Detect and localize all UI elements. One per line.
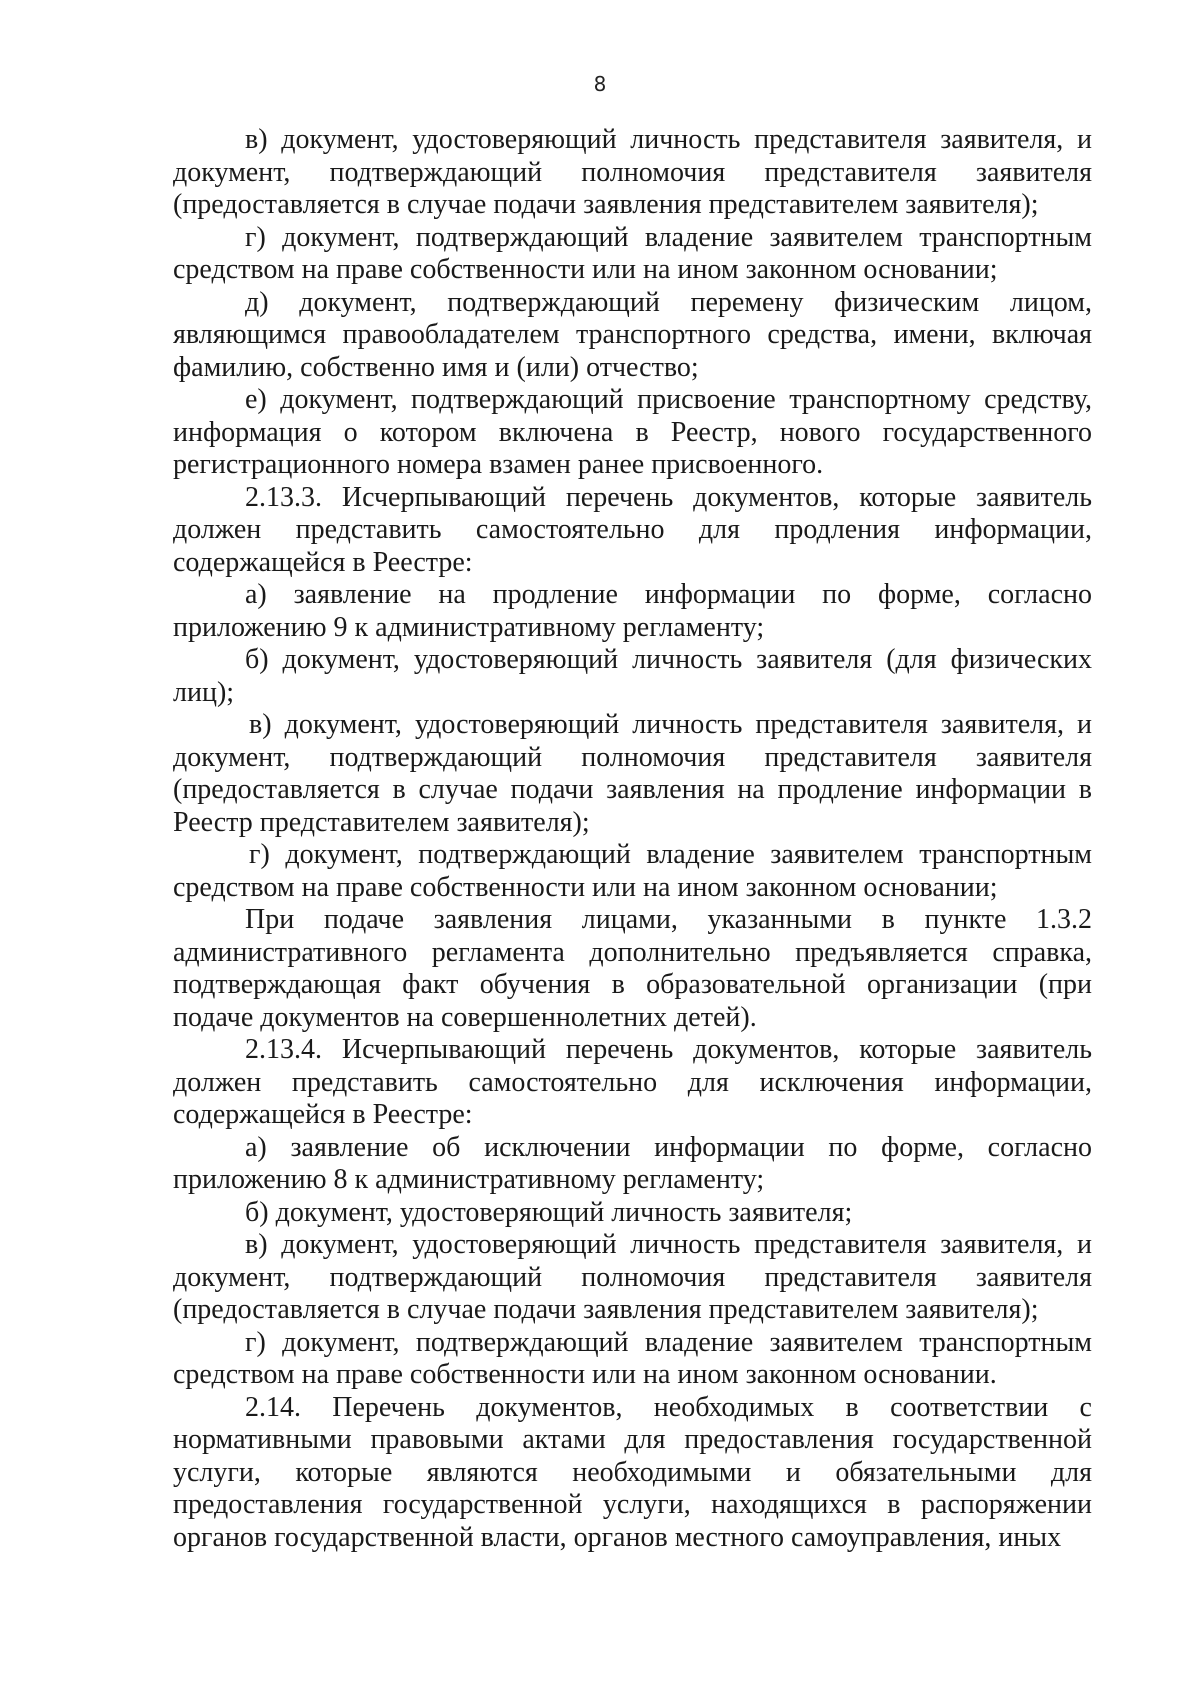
paragraph-section-2-13-3: 2.13.3. Исчерпывающий перечень документов, которые заявитель должен представить самостоятельно для продления информации, содержащейся в Реестре:	[173, 481, 1092, 578]
document-body	[173, 124, 1092, 1554]
paragraph-item-v-representative: в) документ, удостоверяющий личность представителя заявителя, и документ, подтверждающий полномочия представителя заявителя (предоставляется в случае подачи заявления представителем заявителя);	[173, 124, 1092, 220]
paragraph-item-g-vehicle-ownership-exclusion: г) документ, подтверждающий владение заявителем транспортным средством на праве собственности или на ином законном основании.	[173, 1326, 1092, 1390]
paragraph-item-g-vehicle-ownership-extension: г) документ, подтверждающий владение заявителем транспортным средством на праве собственности или на ином законном основании;	[173, 839, 1092, 903]
paragraph-education-certificate: При подаче заявления лицами, указанными в пункте 1.3.2 административного регламента дополнительно предъявляется справка, подтверждающая факт обучения в образовательной организации (при подаче документов на совершеннолетних детей).	[173, 904, 1092, 1033]
paragraph-section-2-14: 2.14. Перечень документов, необходимых в соответствии с нормативными правовыми актами для предоставления государственной услуги, которые являются необходимыми и обязательными для предоставления государственной услуги, находящихся в распоряжении органов государственной власти, органов местного самоуправления, иных	[173, 1391, 1092, 1553]
paragraph-item-g-vehicle-ownership: г) документ, подтверждающий владение заявителем транспортным средством на праве собственности или на ином законном основании;	[173, 221, 1092, 285]
paragraph-section-2-13-4: 2.13.4. Исчерпывающий перечень документов, которые заявитель должен представить самостоятельно для исключения информации, содержащейся в Реестре:	[173, 1034, 1092, 1130]
paragraph-item-d-name-change: д) документ, подтверждающий перемену физическим лицом, являющимся правообладателем транспортного средства, имени, включая фамилию, собственно имя и (или) отчество;	[173, 286, 1092, 383]
paragraph-item-b-identity-exclusion: б) документ, удостоверяющий личность заявителя;	[245, 1196, 853, 1228]
paragraph-item-a-extension-application: а) заявление на продление информации по форме, согласно приложению 9 к административному регламенту;	[173, 579, 1092, 643]
paragraph-item-v-representative-extension: в) документ, удостоверяющий личность представителя заявителя, и документ, подтверждающий полномочия представителя заявителя (предоставляется в случае подачи заявления на продление информации в Реестр представителем заявителя);	[173, 709, 1092, 838]
paragraph-item-v-representative-exclusion: в) документ, удостоверяющий личность представителя заявителя, и документ, подтверждающий полномочия представителя заявителя (предоставляется в случае подачи заявления представителем заявителя);	[173, 1229, 1092, 1325]
paragraph-item-e-registration-number: е) документ, подтверждающий присвоение транспортному средству, информация о котором включена в Реестр, нового государственного регистрационного номера взамен ранее присвоенного.	[173, 384, 1092, 480]
page-number: 8	[593, 72, 607, 96]
paragraph-item-a-exclusion-application: а) заявление об исключении информации по форме, согласно приложению 8 к административному регламенту;	[173, 1131, 1092, 1195]
paragraph-item-b-identity: б) документ, удостоверяющий личность заявителя (для физических лиц);	[173, 644, 1092, 708]
